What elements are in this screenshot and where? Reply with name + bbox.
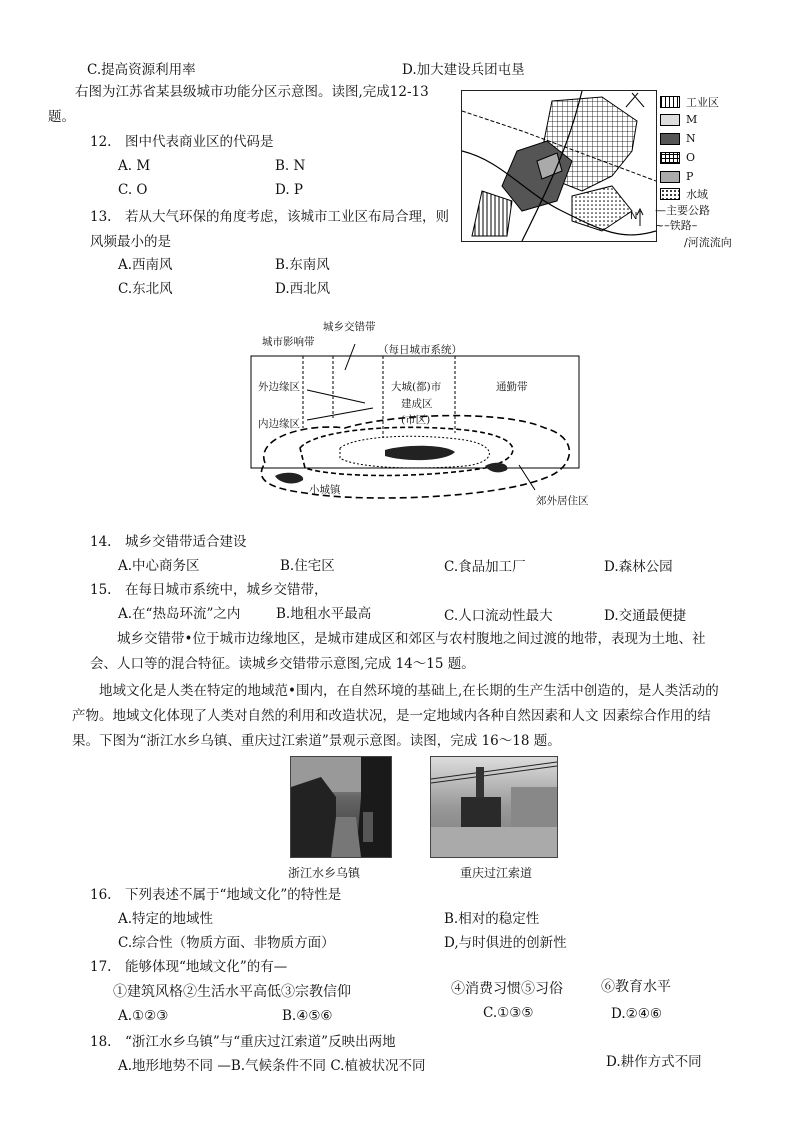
- q16-option-d: D,与时俱进的创新性: [444, 935, 567, 951]
- q15-option-b: B.地租水平最高: [276, 606, 372, 622]
- cableway-caption: 重庆过江索道: [460, 866, 533, 880]
- intro-14-15: 城乡交错带•位于城市边缘地区，是城市建成区和郊区与农村腹地之间过渡的地带，表现为土地、社会、人口等的混合特征。读城乡交错带示意图,完成 14～15 题。: [90, 631, 706, 672]
- q18-option-d: D.耕作方式不同: [606, 1054, 702, 1070]
- legend-railway: ~–铁路–: [655, 219, 698, 232]
- label-rural-urban-fringe: 城乡交错带: [323, 321, 376, 333]
- legend-water: 水域: [660, 186, 708, 202]
- label-urban-influence: 城市影响带: [262, 336, 315, 348]
- city-function-map: [461, 90, 657, 242]
- intro-16-18: 地域文化是人类在特定的地域范•围内，在自然环境的基础上,在长期的生产生活中创造的，是人类活动的产物。地域文化体现了人类对自然的利用和改造状况，是一定地域内各种自然因素和人文 因素综合作用的结果。下图为“浙江水乡乌镇、重庆过江索道”景观示意图。读图，完成 16～18 题。: [72, 683, 719, 749]
- intro-12-13: 右图为江苏省某县级城市功能分区示意图。读图,完成12-13 题。: [48, 84, 429, 125]
- q12-option-c: C. O: [118, 182, 148, 198]
- swatch-o: [660, 152, 680, 164]
- legend-p: P: [660, 170, 693, 183]
- label-commute: 通勤带: [496, 381, 528, 393]
- q12-option-d: D. P: [275, 182, 304, 198]
- q13-option-c: C.东北风: [118, 281, 173, 297]
- q12-option-b: B. N: [275, 158, 306, 174]
- q13-option-d: D.西北风: [275, 281, 331, 297]
- q13-option-a: A.西南风: [118, 257, 173, 273]
- label-daily-system: （每日城市系统）: [378, 344, 462, 356]
- q16-option-c: C.综合性（物质方面、非物质方面）: [118, 935, 335, 951]
- q15-option-a: A.在“热岛环流”之内: [118, 606, 241, 622]
- wuzhen-photo: [290, 756, 392, 858]
- label-outer-edge: 外边缘区: [258, 381, 300, 393]
- q12-stem: 12. 图中代表商业区的代码是: [90, 134, 274, 150]
- q17-option-c: C.①③⑤: [483, 1005, 534, 1021]
- q17-option-a: A.①②③: [118, 1008, 169, 1024]
- cableway-drawing: [431, 757, 557, 857]
- wuzhen-caption: 浙江水乡乌镇: [288, 866, 361, 880]
- q14-stem: 14. 城乡交错带适合建设: [90, 534, 247, 550]
- q17-items-2: ④消费习惯⑤习俗: [451, 981, 563, 997]
- label-small-town: 小城镇: [309, 484, 341, 496]
- q12-option-a: A. M: [118, 158, 151, 174]
- swatch-p: [660, 171, 680, 183]
- q17-option-b: B.④⑤⑥: [282, 1008, 333, 1024]
- q13-option-b: B.东南风: [275, 257, 330, 273]
- label-built-area-1: 大城(都)市: [391, 381, 442, 393]
- legend-industrial: 工业区: [660, 94, 719, 110]
- q14-option-b: B.住宅区: [280, 558, 335, 574]
- label-built-area-3: (市区): [401, 414, 431, 426]
- north-label: N: [630, 211, 638, 222]
- legend-n: N: [660, 132, 696, 145]
- q18-options-abc: A.地形地势不同 —B.气候条件不同 C.植被状况不同: [118, 1058, 426, 1074]
- legend-river-flow: /河流流向: [684, 236, 732, 249]
- wuzhen-drawing: [291, 757, 391, 857]
- legend-m: M: [660, 113, 697, 126]
- swatch-m: [660, 114, 680, 126]
- chongqing-cableway-photo: [430, 756, 558, 858]
- q15-stem: 15. 在每日城市系统中，城乡交错带，: [90, 582, 328, 598]
- q15-option-c: C.人口流动性最大: [444, 608, 553, 624]
- q15-option-d: D.交通最便捷: [604, 608, 687, 624]
- q17-stem: 17. 能够体现“地域文化”的有—: [90, 959, 288, 975]
- swatch-industrial: [660, 96, 680, 108]
- label-inner-edge: 内边缘区: [258, 418, 300, 430]
- q13-stem: 13. 若从大气环保的角度考虑，该城市工业区布局合理，则风频最小的是: [90, 209, 449, 250]
- legend-o: O: [660, 151, 695, 164]
- q14-option-d: D.森林公园: [604, 559, 673, 575]
- q11-option-c: C.提高资源利用率: [87, 62, 196, 78]
- label-built-area-2: 建成区: [401, 398, 433, 410]
- swatch-n: [660, 133, 680, 145]
- q16-option-a: A.特定的地域性: [118, 911, 214, 927]
- q16-stem: 16. 下列表述不属于“地域文化”的特性是: [90, 887, 342, 903]
- q14-option-c: C.食品加工厂: [444, 559, 526, 575]
- q16-option-b: B.相对的稳定性: [444, 911, 540, 927]
- city-map-drawing: [462, 91, 656, 241]
- q14-option-a: A.中心商务区: [118, 558, 200, 574]
- q18-stem: 18. “浙江水乡乌镇”与“重庆过江索道”反映出两地: [90, 1034, 396, 1050]
- q17-option-d: D.②④⑥: [611, 1006, 662, 1022]
- q11-option-d: D.加大建设兵团屯垦: [402, 62, 525, 78]
- label-suburb: 郊外居住区: [536, 495, 589, 507]
- legend-highway: —主要公路: [655, 204, 710, 217]
- q17-items-3: ⑥教育水平: [601, 979, 671, 995]
- swatch-water: [660, 188, 680, 200]
- q17-items-1: ①建筑风格②生活水平高低③宗教信仰: [113, 984, 351, 1000]
